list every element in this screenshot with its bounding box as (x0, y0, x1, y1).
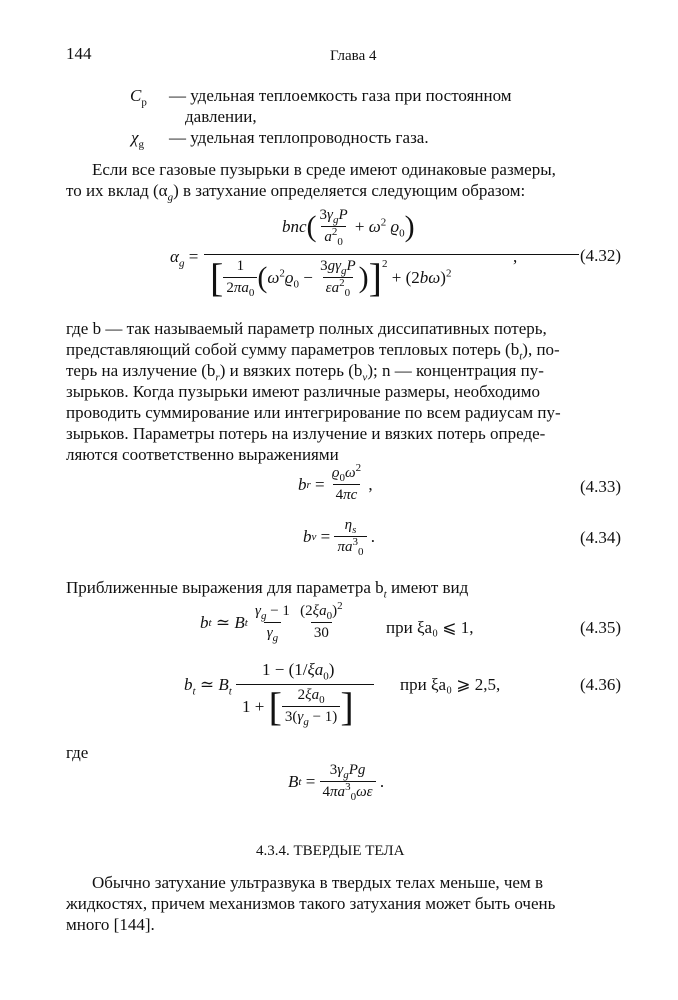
paragraph2-line3 (66, 361, 544, 384)
symbol-chi: χ (131, 128, 139, 147)
equation-bt: B t = $\frac{3\gamma_gPg}{4\pi a^3_0\omega\varepsilon}$ . (288, 762, 385, 803)
equation-4-32: $\alpha_g$ = bnc ( $\frac{3\gamma_gP}{a^2_0}$ + $\omega^2$ $ϱ_0$ ) [ $\frac{1}{2\pi a_0}$ ( $\omega^2ϱ_0$ − $\frac{3g\gamma_gP}{\varepsilon a^2_0}$ ) ] $^2$ + $(2b\omega)^2$ , (170, 203, 570, 303)
paragraph2-line5: проводить суммирование или интегрирование по всем радиусам пу- (66, 403, 561, 422)
eq434-number: (4.34) (580, 528, 622, 547)
p2-l3-c: ); n — концентрация пу- (367, 361, 544, 380)
paragraph2-line2 (66, 340, 560, 363)
eq432-numerator: bnc ( $\frac{3\gamma_gP}{a^2_0}$ + $\omega^2$ $ϱ_0$ ) (282, 207, 415, 248)
eq435-number: (4.35) (580, 618, 622, 637)
p1-text-b: ) в затухание определяется следующим образом: (173, 181, 526, 200)
paragraph4-line2: жидкостях, причем механизмов такого затухания может быть очень (66, 894, 556, 913)
eq432-lhs: $\alpha_g$ = (170, 247, 199, 270)
p3-text-a: Приближенные выражения для параметра b (66, 578, 384, 597)
p3-text-b: имеют вид (390, 578, 469, 597)
definition-cp-text: — удельная теплоемкость газа при постоянном (169, 86, 512, 105)
eq432-denominator: [ $\frac{1}{2\pi a_0}$ ( $\omega^2ϱ_0$ − $\frac{3g\gamma_gP}{\varepsilon a^2_0}$ ) ] $^2$ + $(2b\omega)^2$ (210, 254, 452, 300)
symbol-cp-sub: p (141, 96, 147, 109)
p2-l2-b: ), по- (522, 340, 560, 359)
section-title: 4.3.4. ТВЕРДЫЕ ТЕЛА (256, 843, 405, 859)
definition-chi-text: — удельная теплопроводность газа. (169, 128, 429, 147)
chapter-title: Глава 4 (330, 48, 377, 64)
equation-4-33: b r = $\frac{ϱ_0\omega^2}{4\pi c}$ , (298, 462, 373, 503)
symbol-chi-sub: g (138, 138, 144, 151)
p2-l3-a: терь на излучение (b (66, 361, 216, 380)
definition-chi (131, 128, 144, 151)
equation-4-36: $b_t$ ≃ $B_t$ $1 - (1/\xi a_0)$ 1 + [ $\frac{2\xi a_0}{3(\gamma_g - 1)}$ ] (184, 660, 384, 732)
definition-cp-text-cont: давлении, (185, 107, 257, 126)
symbol-cp: C (130, 86, 142, 105)
p2-sub-t: t (519, 350, 523, 363)
paragraph4-line3: много [144]. (66, 915, 155, 934)
p2-sub-v: v (362, 371, 368, 384)
eq432-number: (4.32) (580, 246, 622, 265)
p2-sub-r: r (215, 371, 220, 384)
where-word: где (66, 743, 89, 762)
equation-4-34: b v = $\frac{\eta_s}{\pi a^3_0}$ . (303, 517, 375, 558)
paragraph1-line2: то их вклад $(\alpha_g)$ в затухание определяется следующим образом: (66, 181, 526, 204)
p2-l2-a: представляющий собой сумму параметров тепловых потерь (b (66, 340, 520, 359)
definition-cp (130, 86, 147, 109)
eq436-number: (4.36) (580, 675, 622, 694)
p2-l3-b: ) и вязких потерь (b (219, 361, 363, 380)
equation-4-35: b t ≃ B t $\frac{\gamma_g - 1}{\gamma_g}$ $\frac{(2\xi a_0)^2}{30}$ (200, 600, 343, 644)
paragraph2-line4: зырьков. Когда пузырьки имеют различные размеры, необходимо (66, 382, 540, 401)
paragraph2-line1: где b — так называемый параметр полных диссипативных потерь, (66, 319, 547, 338)
page-number: 144 (66, 44, 92, 63)
paragraph4-line1: Обычно затухание ультразвука в твердых телах меньше, чем в (92, 873, 544, 892)
eq435-condition: при ξa₀ ⩽ 1, (386, 618, 474, 637)
paragraph2-line6: зырьков. Параметры потерь на излучение и вязких потерь опреде- (66, 424, 546, 443)
paragraph1-line1: Если все газовые пузырьки в среде имеют одинаковые размеры, (92, 160, 556, 179)
p1-text-a: то их вклад (α (66, 181, 168, 200)
eq432-fraction-bar (204, 254, 579, 255)
eq436-condition: при ξa₀ ⩾ 2,5, (400, 675, 501, 694)
paragraph3: Приближенные выражения для параметра $b_t$ имеют вид (66, 578, 469, 601)
eq433-number: (4.33) (580, 477, 622, 496)
paragraph2-line7: ляются соответственно выражениями (66, 445, 339, 464)
